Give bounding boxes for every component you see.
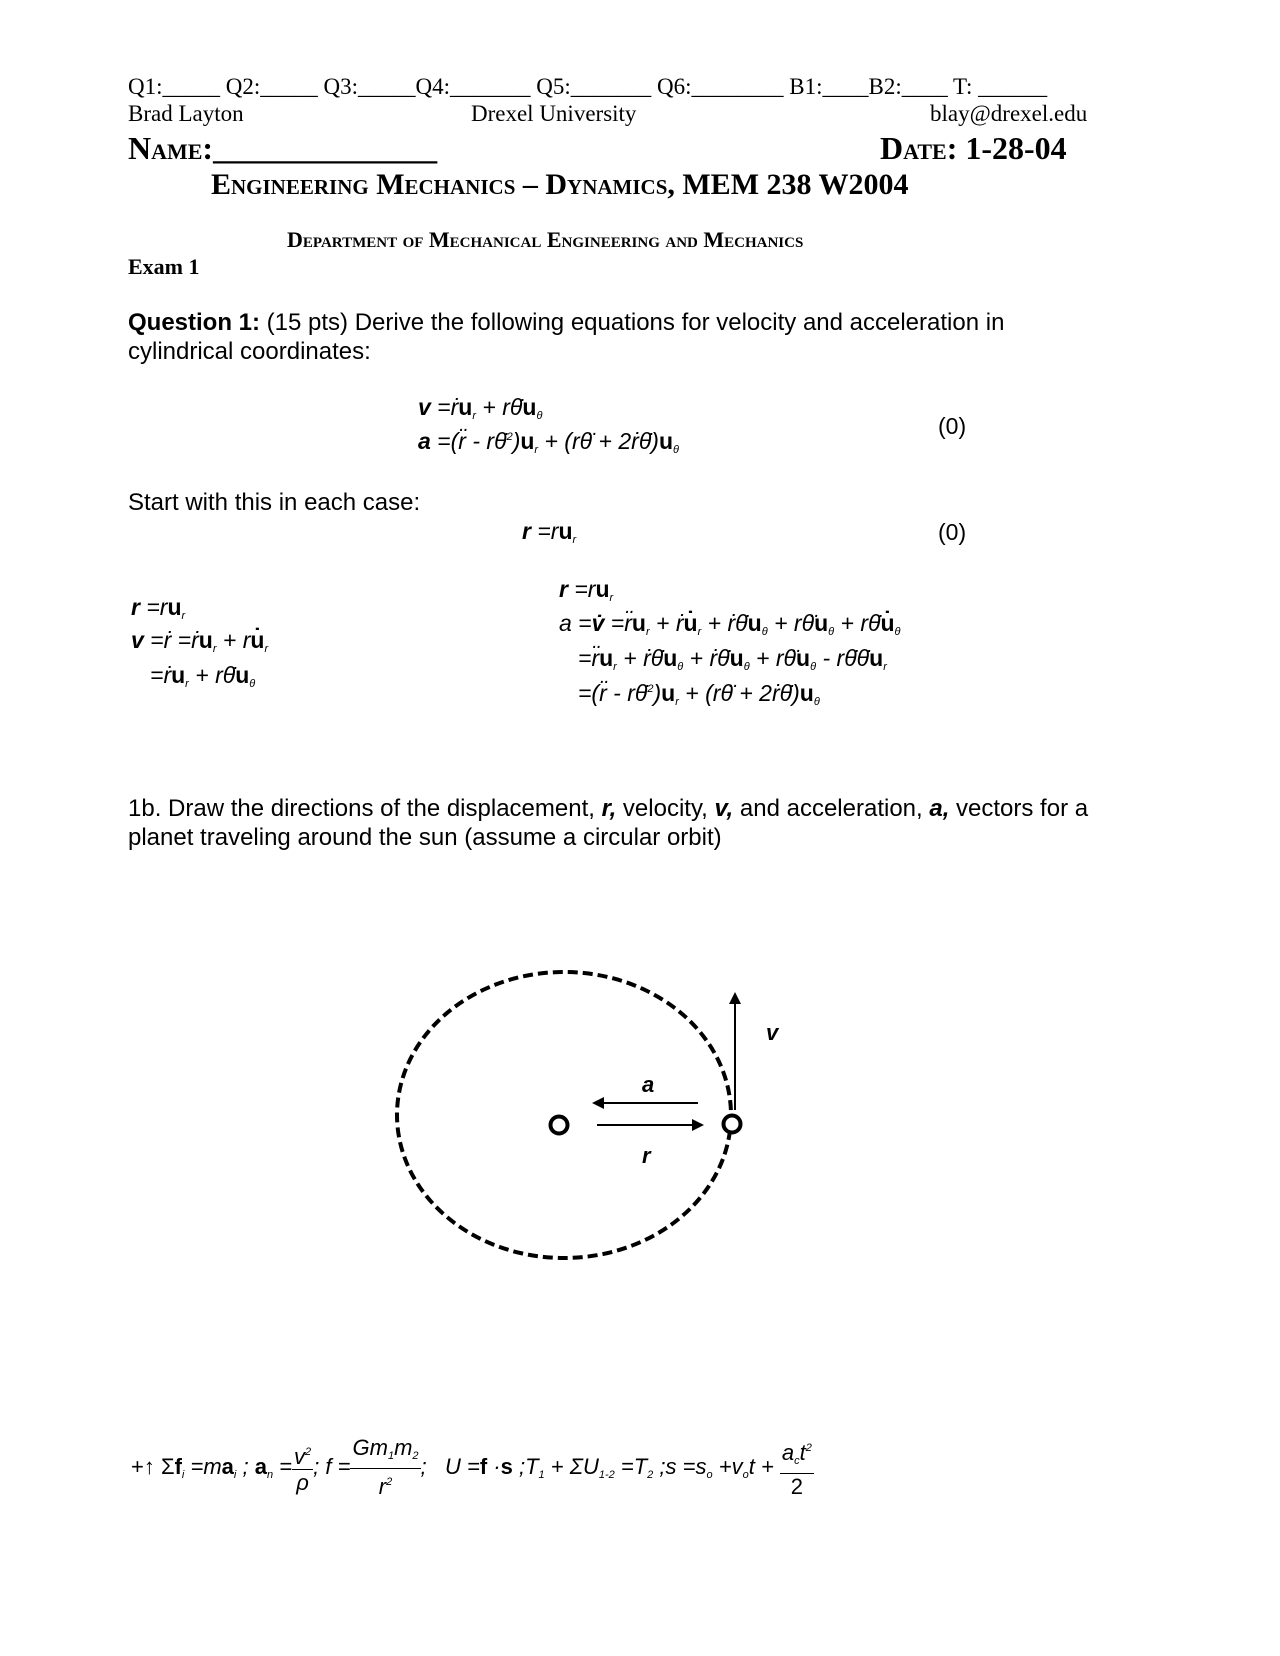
- university-name: Drexel University: [471, 101, 637, 126]
- q1b-r: r,: [601, 795, 617, 822]
- question-1-label: Question 1:: [128, 309, 261, 336]
- velocity-equation: v =ṙu$_r$ + $r\thetȧu_\theta$: [418, 394, 543, 422]
- q1b-text-1: 1b. Draw the directions of the displacement,: [128, 795, 602, 822]
- planet-marker: [724, 1116, 741, 1133]
- acceleration-equation: a =(r̈ - $r\thetȧ^2)u_r$ + (rθ̈ + $2ṙ\thetȧ)u_\theta$: [418, 428, 679, 456]
- orbit-diagram: [380, 960, 800, 1280]
- name-field-label: Name:______________: [128, 130, 438, 166]
- exam-date: Date: 1-28-04: [880, 130, 1067, 166]
- question-1-prompt: [128, 308, 1028, 366]
- displacement-arrowhead: [692, 1119, 704, 1131]
- derivation-left-line-2: v =ṙ =ṙu$_r$ + $ru̇_r$: [131, 627, 269, 655]
- q1b-v: v,: [714, 795, 734, 822]
- derivation-left-line-1: $r =ru_r$: [131, 594, 186, 622]
- q1b-text-4: vectors for a planet traveling around the sun (assume a circular orbit): [128, 795, 1089, 851]
- position-equation: $r =ru_r$: [522, 518, 577, 546]
- sun-marker: [551, 1117, 568, 1134]
- derivation-left-line-3: =ṙu$_r$ + $r\thetȧu_\theta$: [150, 662, 256, 690]
- derivation-right-line-2: a =v̇ $=r̈u_r$ + $ṙu̇_r$ + $ṙ\thetȧu_\theta$ + $r\thetäu_\theta$ + $r\thetȧu̇_\theta$: [559, 610, 901, 638]
- start-instruction: Start with this in each case:: [128, 489, 421, 516]
- acceleration-arrowhead: [592, 1097, 604, 1109]
- derivation-right-line-1: $r =ru_r$: [559, 576, 614, 604]
- equation-number-2: (0): [938, 519, 967, 545]
- author-email: blay@drexel.edu: [930, 101, 1088, 126]
- author-name: Brad Layton: [128, 101, 244, 126]
- equation-number-1: (0): [938, 413, 967, 439]
- velocity-label: v: [766, 1020, 779, 1045]
- orbit-path: [397, 972, 731, 1258]
- score-line: Q1:_____ Q2:_____ Q3:_____Q4:_______ Q5:_______ Q6:________ B1:____B2:____ T: ______: [128, 74, 1048, 99]
- derivation-right-line-4: =(r̈ - $r\thetȧ^2)u_r$ + (rθ̈ + $2ṙ\thetȧ)u_\theta$: [578, 680, 820, 708]
- q1b-a: a,: [929, 795, 950, 822]
- formula-sheet-line: +↑ $\Sigma f_i =ma_i$ ; $a_n$ = $\frac{v^2}{\rho}$ ; f = $\frac{Gm_1m_2}{r^2}$ ; U =f ·s $;T_1 + \Sigma U_{1-2} =T_2$ ;s $=s_o +v_ot$ + $\frac{a_ct^2}{2}$: [131, 1435, 812, 1499]
- question-1b-prompt: [128, 794, 1108, 852]
- department-name: Department of Mechanical Engineering and Mechanics: [287, 227, 804, 252]
- velocity-arrowhead: [729, 992, 741, 1004]
- acceleration-label: a: [642, 1072, 655, 1097]
- q1b-text-2: velocity,: [616, 795, 715, 822]
- course-title: Engineering Mechanics – Dynamics, MEM 238 W2004: [211, 168, 909, 201]
- displacement-label: r: [642, 1143, 651, 1168]
- derivation-right-line-3: $=r̈u_r$ + $ṙ\thetȧu_\theta$ + $ṙ\thetȧu_\theta$ + $r\thetäu_\theta$ - $r\thetȧ\thetȧu_r$: [578, 645, 887, 673]
- question-1-text: (15 pts) Derive the following equations for velocity and acceleration in cylindrical coordinates:: [128, 309, 1005, 365]
- exam-label: Exam 1: [128, 254, 200, 279]
- q1b-text-3: and acceleration,: [733, 795, 930, 822]
